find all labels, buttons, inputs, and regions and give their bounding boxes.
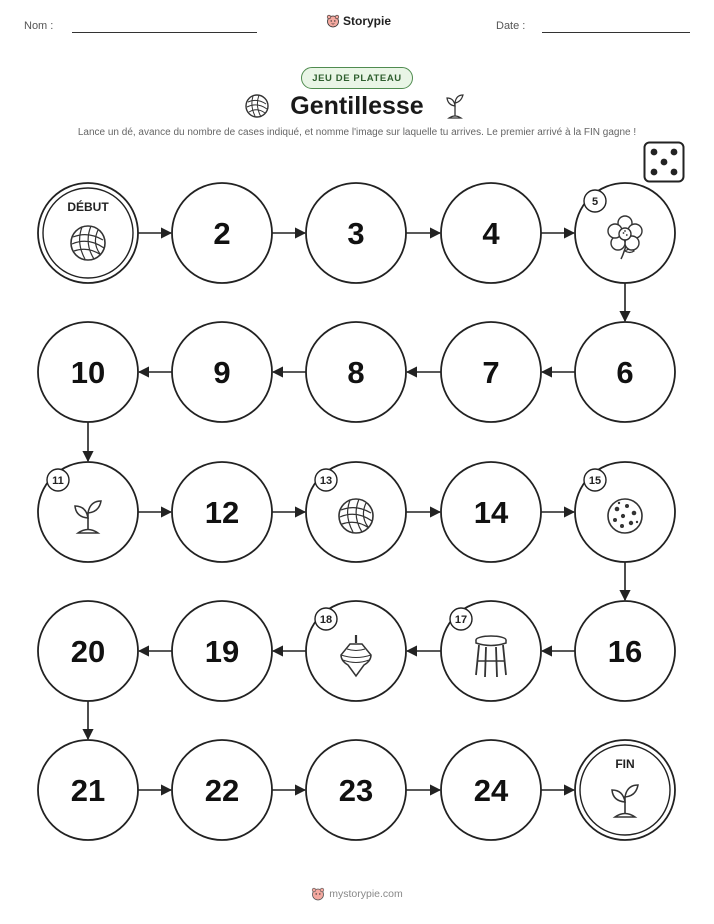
cell-number: 23 [338, 773, 374, 808]
board-cell-19 [172, 601, 272, 701]
footer [0, 887, 714, 901]
cell-number: 16 [607, 634, 643, 669]
name-label: Nom : [24, 20, 54, 32]
board-cell-16 [575, 601, 675, 701]
start-label: DÉBUT [67, 200, 109, 214]
yarn-ball-icon [339, 499, 373, 533]
board-cell-6 [575, 322, 675, 422]
board-cell-21 [38, 740, 138, 840]
cell-number: 8 [347, 355, 365, 390]
yarn-ball-icon [71, 226, 105, 260]
cell-number: 15 [588, 475, 602, 487]
cell-number: 21 [70, 773, 106, 808]
end-label: FIN [615, 757, 635, 771]
board-cell-22 [172, 740, 272, 840]
board-cell-13 [306, 462, 406, 562]
cell-number: 10 [70, 355, 106, 390]
cell-number: 14 [473, 495, 509, 530]
brand-name: Storypie [343, 14, 392, 28]
cell-number: 5 [591, 196, 599, 208]
board-cell-10 [38, 322, 138, 422]
board-cell-12 [172, 462, 272, 562]
board-cell-7 [441, 322, 541, 422]
board-cell-24 [441, 740, 541, 840]
cell-number: 7 [482, 355, 500, 390]
board-cell-2 [172, 183, 272, 283]
board-cell-4 [441, 183, 541, 283]
board-cell-18 [306, 601, 406, 701]
cell-number: 13 [319, 475, 333, 487]
cell-number: 4 [482, 216, 500, 251]
board-cell-8 [306, 322, 406, 422]
board-cell-25 [575, 740, 675, 840]
cell-number: 12 [204, 495, 240, 530]
board-cell-9 [172, 322, 272, 422]
cell-number: 17 [454, 614, 468, 626]
cell-number: 11 [52, 475, 64, 487]
board-cell-15 [575, 462, 675, 562]
cell-number: 20 [70, 634, 106, 669]
cell-number: 24 [473, 773, 509, 808]
board-cell-5 [575, 183, 675, 283]
board-cell-17 [441, 601, 541, 701]
date-label: Date : [496, 20, 526, 32]
instructions: Lance un dé, avance du nombre de cases indiqué, et nomme l'image sur laquelle tu arrives. Le premier arrivé à la FIN gagne ! [77, 127, 637, 138]
cell-number: 9 [213, 355, 231, 390]
board-cell-3 [306, 183, 406, 283]
cell-number: 3 [347, 216, 365, 251]
cookie-icon [608, 499, 642, 533]
board-cell-23 [306, 740, 406, 840]
cell-number: 18 [319, 614, 333, 626]
game-type-badge: JEU DE PLATEAU [301, 67, 413, 89]
cell-number: 22 [204, 773, 240, 808]
cell-number: 19 [204, 634, 240, 669]
footer-url: mystorypie.com [329, 888, 403, 900]
page-title: Gentillesse [290, 92, 424, 120]
board-cell-1 [38, 183, 138, 283]
storypie-mascot-icon [311, 887, 325, 901]
board-cell-20 [38, 601, 138, 701]
cell-number: 2 [213, 216, 231, 251]
cell-number: 6 [616, 355, 634, 390]
board-cell-14 [441, 462, 541, 562]
board-cell-11 [38, 462, 138, 562]
